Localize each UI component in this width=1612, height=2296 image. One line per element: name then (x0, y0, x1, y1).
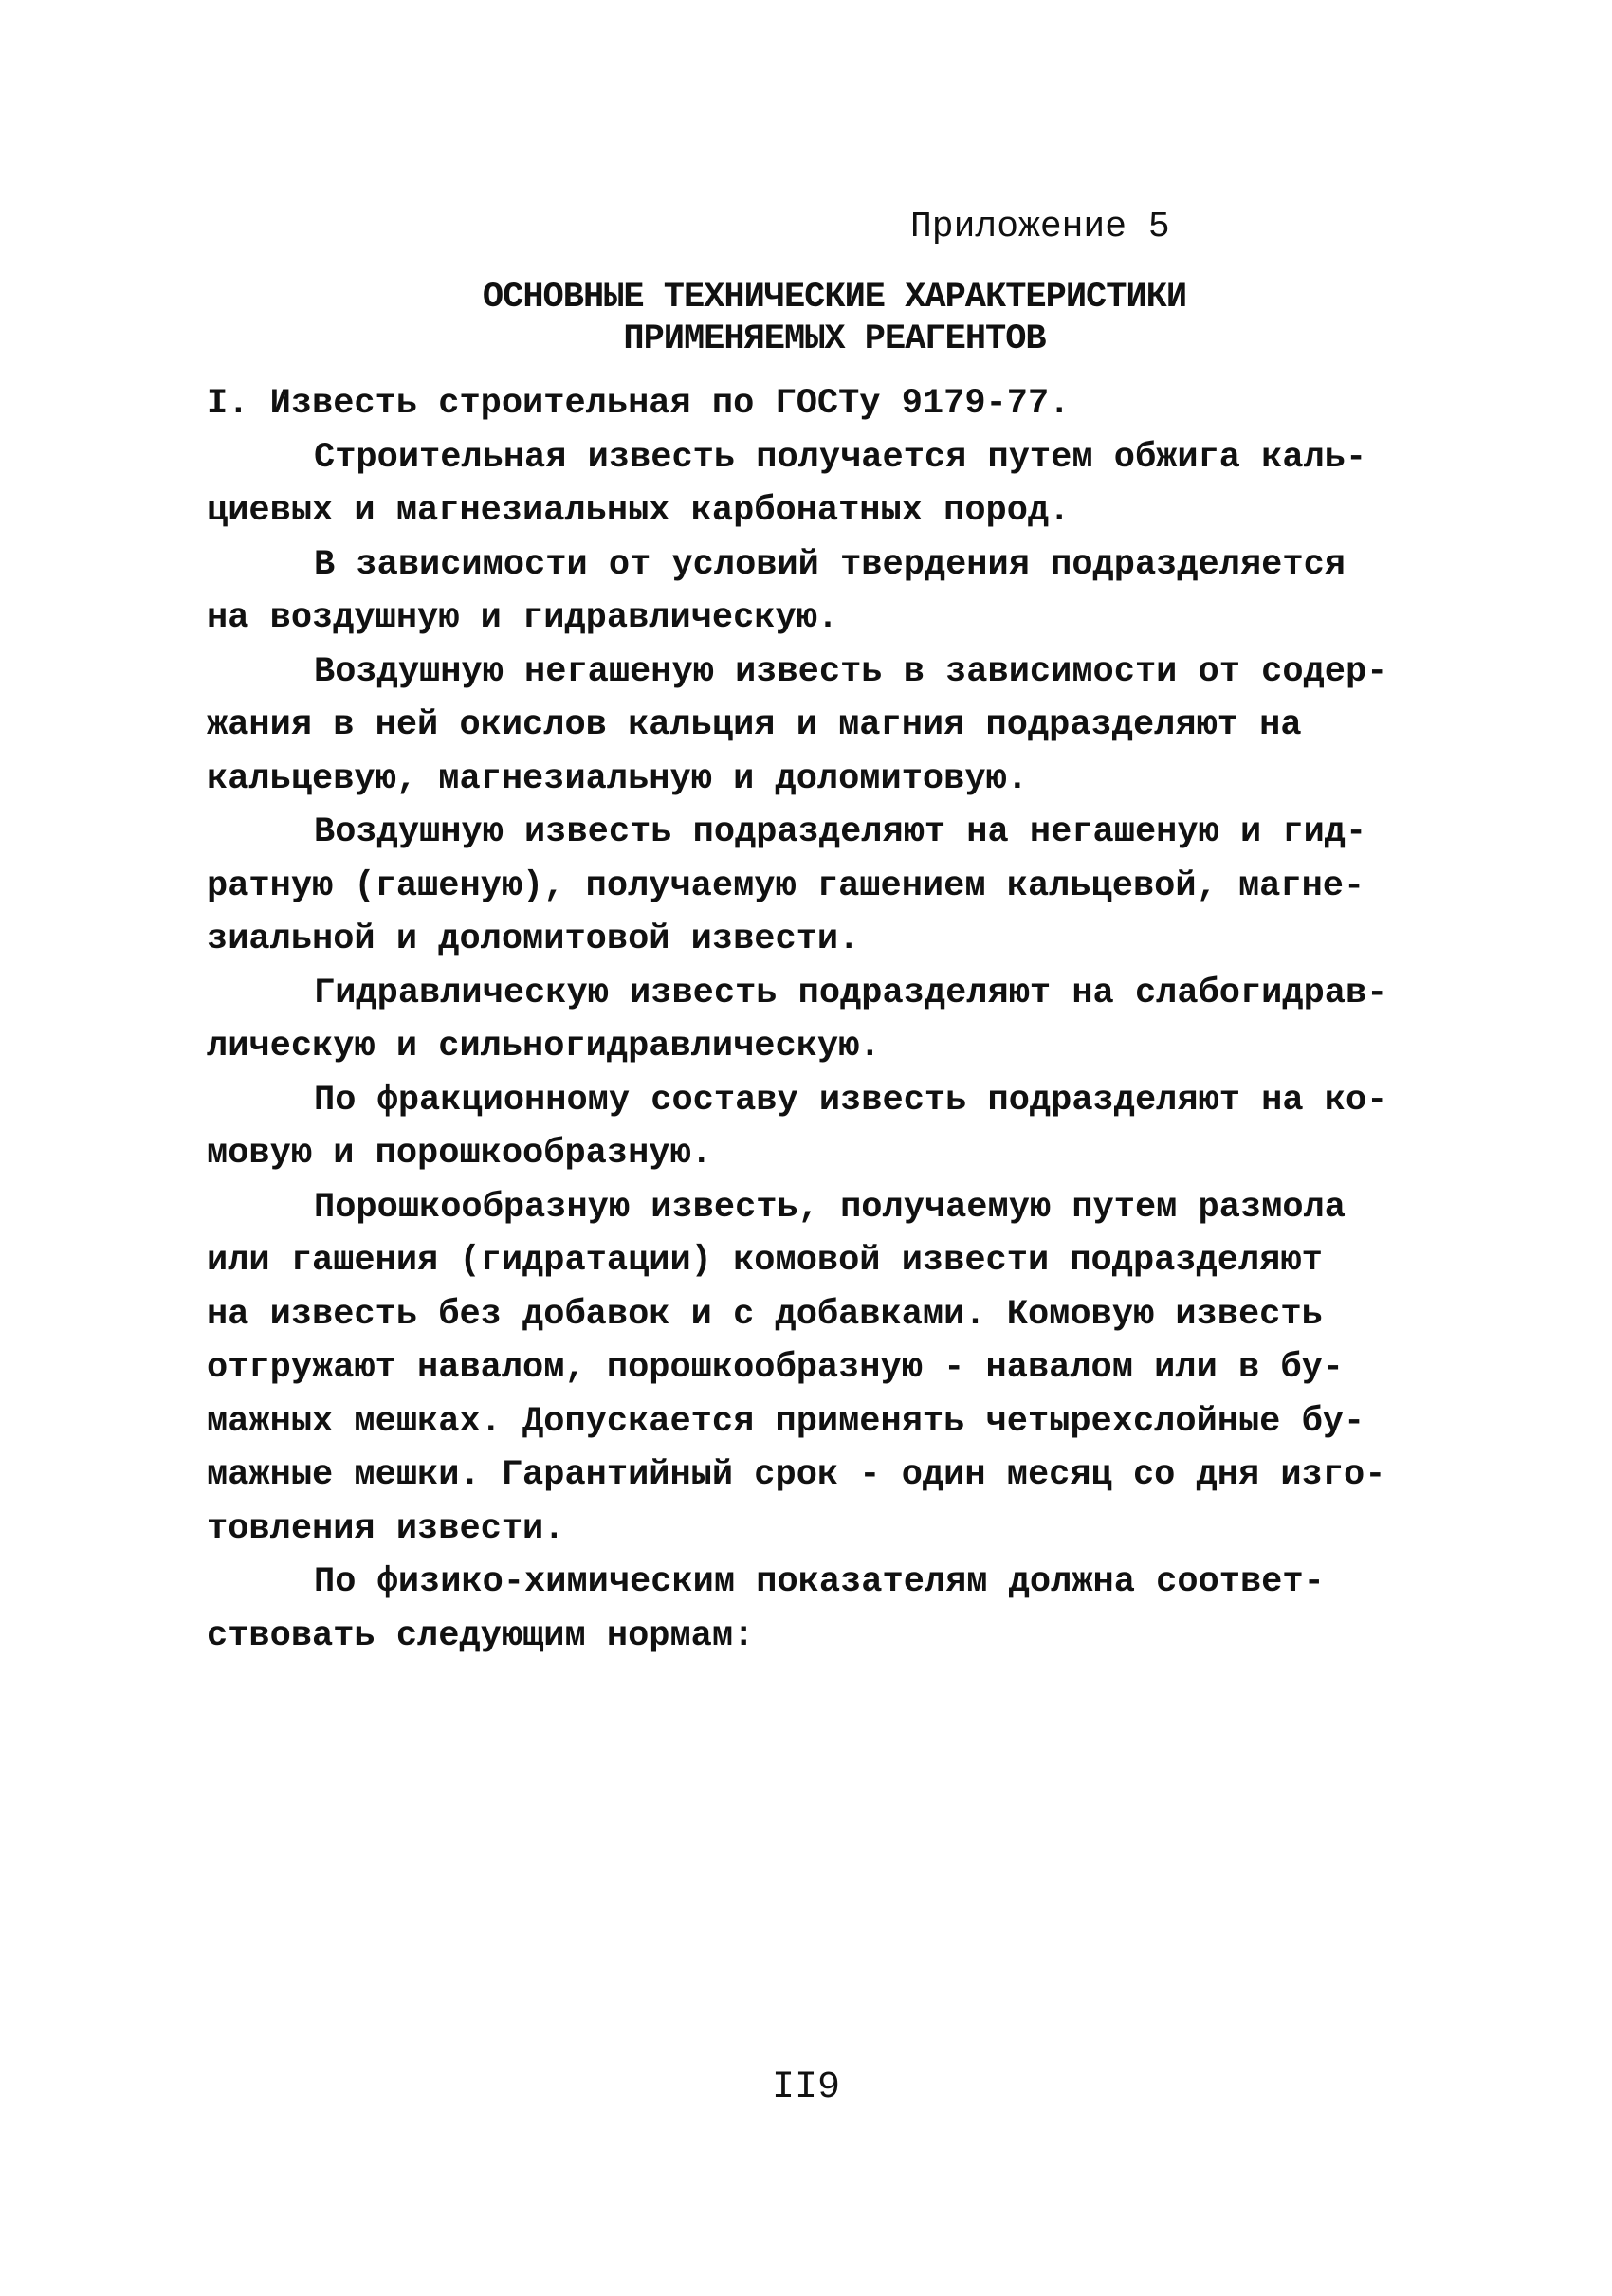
text-line: циевых и магнезиальных карбонатных пород. (207, 491, 1071, 531)
text-line: Гидравлическую известь подразделяют на слабогидрав- (314, 973, 1388, 1013)
text-line: По физико-химическим показателям должна соответ- (314, 1562, 1325, 1602)
text-line: ствовать следующим нормам: (207, 1615, 755, 1656)
body-text (207, 377, 1439, 1663)
text-line: на воздушную и гидравлическую. (207, 598, 839, 638)
text-line: или гашения (гидратации) комовой извести подразделяют (207, 1241, 1323, 1281)
text-line: По фракционному составу известь подразделяют на ко- (314, 1080, 1388, 1121)
text-line: мажных мешках. Допускается применять четырехслойные бу- (207, 1401, 1365, 1442)
page-number: II9 (771, 2067, 840, 2109)
text-line: ратную (гашеную), получаемую гашением кальцевой, магне- (207, 866, 1365, 906)
text-line: на известь без добавок и с добавками. Комовую известь (207, 1294, 1323, 1335)
title-line: ПРИМЕНЯЕМЫХ РЕАГЕНТОВ (623, 319, 1046, 359)
text-line: Строительная известь получается путем обжига каль- (314, 437, 1367, 478)
title-line: ОСНОВНЫЕ ТЕХНИЧЕСКИЕ ХАРАКТЕРИСТИКИ (482, 278, 1187, 318)
paragraph-heading: I. Известь строительная по ГОСТу 9179-77. (207, 384, 1071, 424)
text-line: мажные мешки. Гарантийный срок - один месяц со дня изго- (207, 1455, 1386, 1495)
text-line: зиальной и доломитовой извести. (207, 920, 860, 959)
text-line: жания в ней окислов кальция и магния подразделяют на (207, 705, 1302, 745)
text-line: Порошкообразную известь, получаемую путем размола (314, 1187, 1346, 1228)
text-line: Воздушную негашеную известь в зависимости от содер- (314, 651, 1388, 692)
appendix-label: Приложение 5 (910, 207, 1170, 247)
text-line: товления извести. (207, 1508, 565, 1549)
section-title (436, 277, 1233, 360)
text-line: кальцевую, магнезиальную и доломитовую. (207, 758, 1028, 799)
text-line: отгружают навалом, порошкообразную - навалом или в бу- (207, 1348, 1344, 1388)
text-line: лическую и сильногидравлическую. (207, 1027, 881, 1066)
text-line: Воздушную известь подразделяют на негашеную и гид- (314, 812, 1367, 852)
text-line: мовую и порошкообразную. (207, 1134, 712, 1174)
text-line: В зависимости от условий твердения подразделяется (314, 544, 1346, 585)
